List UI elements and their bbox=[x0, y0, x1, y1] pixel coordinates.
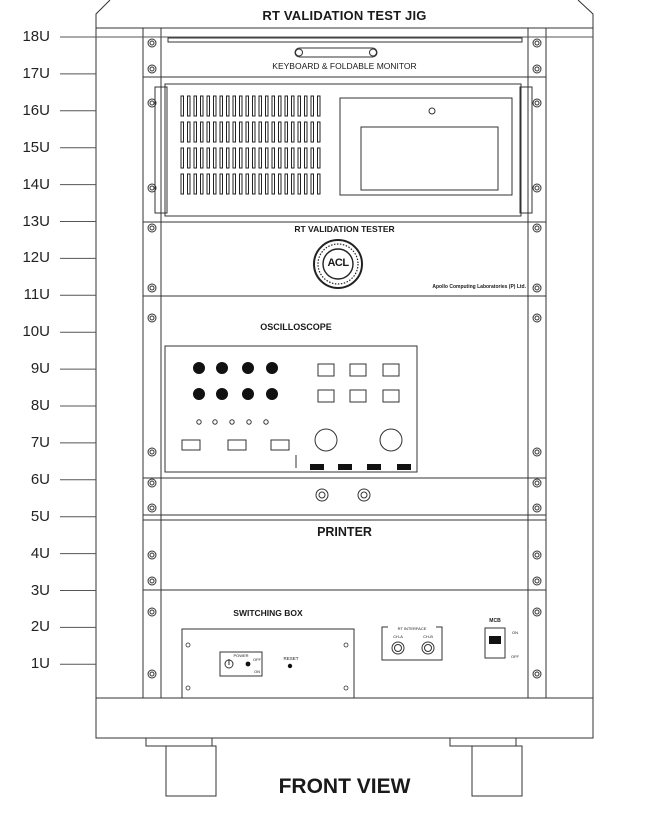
rack-unit-label: 17U bbox=[22, 64, 50, 82]
vent-slot bbox=[292, 174, 295, 194]
vent-slot bbox=[285, 96, 288, 116]
vent-slot bbox=[292, 148, 295, 168]
vent-slot bbox=[233, 122, 236, 142]
cabinet-base bbox=[96, 698, 593, 738]
mcb-label: MCB bbox=[489, 618, 501, 624]
rail-bolt bbox=[148, 448, 156, 456]
vent-slot bbox=[285, 148, 288, 168]
rail-bolt bbox=[533, 314, 541, 322]
monitor-bezel bbox=[340, 98, 512, 195]
vent-slot bbox=[305, 148, 308, 168]
vent-slot bbox=[272, 174, 275, 194]
keyboard-top-bar bbox=[168, 38, 522, 42]
vent-slot bbox=[311, 148, 314, 168]
vent-slot bbox=[233, 148, 236, 168]
vent-slot bbox=[227, 96, 230, 116]
keyboard-handle bbox=[295, 48, 377, 57]
vent-slot bbox=[188, 174, 191, 194]
foot-right-plate bbox=[450, 738, 516, 746]
vent-slot bbox=[272, 122, 275, 142]
rail-bolt bbox=[533, 39, 541, 47]
vent-slot bbox=[233, 96, 236, 116]
vent-slot bbox=[188, 122, 191, 142]
rail-bolt bbox=[533, 99, 541, 107]
power-on-label: ON bbox=[254, 669, 260, 674]
rack-unit-label: 16U bbox=[22, 101, 50, 119]
rail-bolt bbox=[148, 284, 156, 292]
vent-slot bbox=[240, 122, 243, 142]
vent-slot bbox=[318, 174, 321, 194]
rack-unit-label: 4U bbox=[30, 544, 50, 562]
vent-slot bbox=[279, 174, 282, 194]
rack-unit-label: 9U bbox=[30, 360, 50, 378]
scope-knob-left bbox=[315, 429, 337, 451]
vent-slot bbox=[240, 96, 243, 116]
vent-slot bbox=[214, 96, 217, 116]
rail-bolt bbox=[533, 448, 541, 456]
rail-bolt bbox=[148, 670, 156, 678]
vent-slot bbox=[266, 96, 269, 116]
vent-slot bbox=[318, 122, 321, 142]
vent-slot bbox=[318, 148, 321, 168]
vent-slot bbox=[266, 148, 269, 168]
printer-label: PRINTER bbox=[317, 525, 372, 539]
monitor-power-icon bbox=[429, 108, 435, 114]
jig-title: RT VALIDATION TEST JIG bbox=[262, 8, 427, 23]
rail-bolt bbox=[533, 184, 541, 192]
vent-slot bbox=[207, 148, 210, 168]
rail-bolt bbox=[148, 577, 156, 585]
vent-slot bbox=[298, 122, 301, 142]
vent-slot bbox=[259, 174, 262, 194]
oscilloscope-label: OSCILLOSCOPE bbox=[260, 322, 332, 332]
vent-slot bbox=[253, 174, 256, 194]
vent-slot bbox=[201, 148, 204, 168]
tester-label: RT VALIDATION TESTER bbox=[294, 224, 395, 234]
keyboard-label: KEYBOARD & FOLDABLE MONITOR bbox=[272, 61, 417, 71]
rail-bolt bbox=[533, 479, 541, 487]
vent-slot bbox=[246, 148, 249, 168]
vent-slot bbox=[181, 174, 184, 194]
rack-unit-label: 6U bbox=[30, 470, 50, 488]
vent-slot bbox=[227, 122, 230, 142]
reset-label: RESET bbox=[283, 656, 299, 661]
rail-bolt bbox=[148, 224, 156, 232]
vent-slot bbox=[279, 122, 282, 142]
rail-bolt bbox=[148, 504, 156, 512]
vent-slot bbox=[253, 148, 256, 168]
vent-slot bbox=[318, 96, 321, 116]
vent-slot bbox=[253, 122, 256, 142]
vent-slot bbox=[285, 122, 288, 142]
front-view-caption: FRONT VIEW bbox=[278, 775, 411, 798]
rail-bolt bbox=[533, 284, 541, 292]
cabinet-top-right-chamfer bbox=[578, 0, 593, 28]
rail-bolt bbox=[533, 504, 541, 512]
rt-interface-label: RT INTERFACE bbox=[388, 626, 436, 631]
rt-interface-panel bbox=[382, 627, 442, 660]
rack-unit-label: 18U bbox=[22, 28, 50, 45]
vent-slot bbox=[292, 96, 295, 116]
rail-bolt bbox=[533, 551, 541, 559]
vent-slot bbox=[214, 122, 217, 142]
vent-slot bbox=[181, 148, 184, 168]
switching-box-label: SWITCHING BOX bbox=[233, 608, 303, 618]
vent-slot bbox=[240, 148, 243, 168]
scope-knob-right bbox=[380, 429, 402, 451]
vent-slot bbox=[188, 148, 191, 168]
monitor-screen bbox=[361, 127, 498, 190]
vent-slot bbox=[259, 148, 262, 168]
foot-left-plate bbox=[146, 738, 212, 746]
vent-slot bbox=[253, 96, 256, 116]
rail-left bbox=[143, 28, 161, 698]
cabinet-body bbox=[96, 28, 593, 698]
tester-maker: Apollo Computing Laboratories (P) Ltd. bbox=[432, 284, 526, 290]
rail-right bbox=[528, 28, 546, 698]
vent-slot bbox=[266, 174, 269, 194]
rail-bolt bbox=[148, 479, 156, 487]
vent-slot bbox=[305, 174, 308, 194]
vent-slot bbox=[220, 96, 223, 116]
rail-bolt bbox=[533, 65, 541, 73]
rail-bolt bbox=[533, 608, 541, 616]
rack-unit-label: 14U bbox=[22, 175, 50, 193]
vent-slot bbox=[246, 96, 249, 116]
vent-slot bbox=[227, 148, 230, 168]
vent-slot bbox=[207, 174, 210, 194]
cabinet-top-left-chamfer bbox=[96, 0, 110, 28]
rt-ch-b-label: CH-B bbox=[423, 634, 433, 639]
vent-slot bbox=[194, 148, 197, 168]
vent-slot bbox=[233, 174, 236, 194]
rail-bolt bbox=[533, 224, 541, 232]
vent-slot bbox=[227, 174, 230, 194]
vent-slot bbox=[194, 174, 197, 194]
vent-slot bbox=[305, 122, 308, 142]
vent-slot bbox=[214, 174, 217, 194]
vent-slot bbox=[214, 148, 217, 168]
vent-slot bbox=[194, 122, 197, 142]
rail-bolt bbox=[148, 608, 156, 616]
vent-slot bbox=[279, 96, 282, 116]
vent-slot bbox=[292, 122, 295, 142]
vent-slot bbox=[259, 122, 262, 142]
vent-slot bbox=[305, 96, 308, 116]
vent-slot bbox=[201, 174, 204, 194]
pc-module-frame bbox=[165, 84, 521, 216]
vent-slot bbox=[246, 122, 249, 142]
acl-logo-text: ACL bbox=[327, 257, 349, 269]
mcb-on-label: ON bbox=[512, 630, 518, 635]
vent-slot bbox=[181, 96, 184, 116]
vent-slot bbox=[188, 96, 191, 116]
vent-slot bbox=[220, 174, 223, 194]
vent-slot bbox=[201, 96, 204, 116]
vent-slot bbox=[279, 148, 282, 168]
rack-unit-label: 7U bbox=[30, 433, 50, 451]
rail-bolt bbox=[148, 39, 156, 47]
vent-slot bbox=[298, 96, 301, 116]
power-label: POWER bbox=[233, 653, 249, 658]
rail-bolt bbox=[148, 65, 156, 73]
vent-slot bbox=[311, 174, 314, 194]
vent-slot bbox=[298, 148, 301, 168]
vent-slot bbox=[201, 122, 204, 142]
vent-slot bbox=[207, 96, 210, 116]
switching-box-panel bbox=[182, 629, 354, 698]
vent-slot bbox=[240, 174, 243, 194]
vent-slot bbox=[207, 122, 210, 142]
rack-unit-label: 11U bbox=[23, 286, 50, 304]
mcb-off-label: OFF bbox=[511, 654, 519, 659]
rail-bolt bbox=[533, 670, 541, 678]
vent-slot bbox=[220, 148, 223, 168]
vent-slot bbox=[194, 96, 197, 116]
vent-slot bbox=[181, 122, 184, 142]
vent-slot bbox=[259, 96, 262, 116]
rail-bolt bbox=[148, 551, 156, 559]
vent-slot bbox=[311, 122, 314, 142]
vent-slot bbox=[220, 122, 223, 142]
vent-slot bbox=[298, 174, 301, 194]
vent-slot bbox=[266, 122, 269, 142]
power-off-label: OFF bbox=[253, 657, 261, 662]
rail-bolt bbox=[148, 314, 156, 322]
pc-bracket-right bbox=[520, 87, 532, 213]
rt-ch-a-label: CH-A bbox=[393, 634, 403, 639]
rack-unit-label: 10U bbox=[22, 323, 50, 341]
rack-unit-label: 2U bbox=[30, 618, 50, 636]
rack-unit-label: 1U bbox=[30, 655, 50, 673]
rail-bolt bbox=[533, 577, 541, 585]
vent-slot bbox=[272, 148, 275, 168]
vent-slot bbox=[311, 96, 314, 116]
vent-slot bbox=[272, 96, 275, 116]
rack-unit-label: 8U bbox=[30, 397, 50, 414]
rack-unit-label: 15U bbox=[22, 138, 50, 156]
rack-unit-label: 13U bbox=[22, 212, 50, 230]
rack-unit-label: 5U bbox=[30, 507, 50, 525]
rack-unit-label: 12U bbox=[22, 249, 50, 267]
rack-unit-label: 3U bbox=[30, 581, 50, 599]
vent-slot bbox=[285, 174, 288, 194]
vent-slot bbox=[246, 174, 249, 194]
